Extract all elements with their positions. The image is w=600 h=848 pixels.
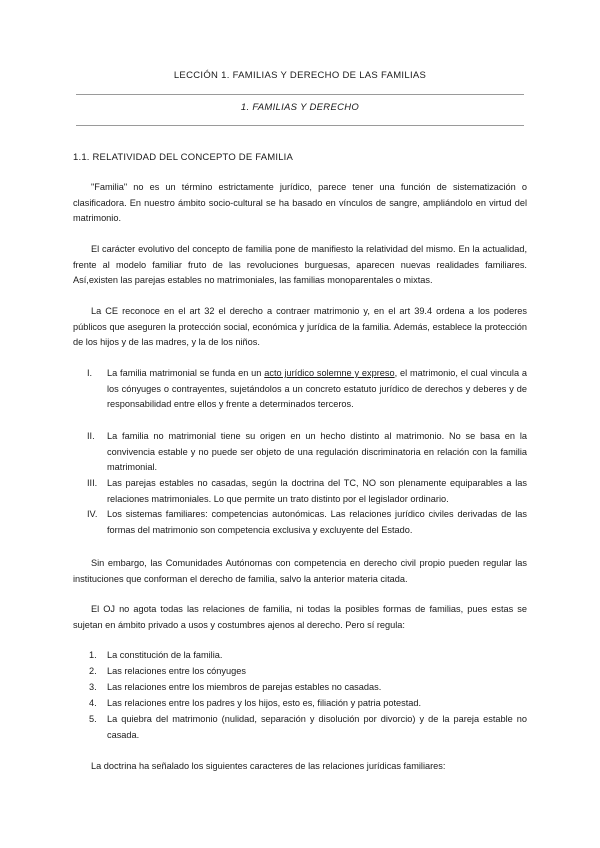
- list-item-text: Las relaciones entre los cónyuges: [107, 666, 246, 676]
- list-marker: III.: [87, 478, 98, 488]
- list-marker: 3.: [89, 682, 97, 692]
- list-item-numbered-2: [73, 664, 527, 680]
- list-text-after: , el matrimonio, el cual vincula a los cónyuges o contrayentes, sujetándolos a un concreto estatuto jurídico de derechos y deberes y de responsabilidad entre ellos y frente a determinados terceros.: [107, 368, 528, 409]
- paragraph-doctrina: La doctrina ha señalado los siguientes caracteres de las relaciones jurídicas familiares:: [91, 761, 446, 771]
- list-marker: 5.: [89, 714, 97, 724]
- list-item-text: La familia no matrimonial tiene su origen en un hecho distinto al matrimonio. No se basa en la convivencia estable y no puede ser objeto de una regulación discriminatoria en relación con la familia matrimonial.: [107, 431, 527, 472]
- list-item-text: [107, 366, 527, 413]
- list-item-numbered-5: [73, 712, 527, 743]
- underlined-term: acto jurídico solemne y expreso: [264, 368, 395, 378]
- list-item-text: Las relaciones entre los miembros de parejas estables no casadas.: [107, 682, 382, 692]
- section-title: 1.1. RELATIVIDAD DEL CONCEPTO DE FAMILIA: [73, 152, 294, 163]
- list-marker: I.: [87, 368, 93, 378]
- paragraph-oj: El OJ no agota todas las relaciones de familia, ni todas la posibles formas de familias, pues estas se sujetan en ámbito privado a usos y costumbres ajenos al derecho. Pero sí regula:: [73, 604, 527, 630]
- list-item-roman-4: [73, 507, 527, 538]
- list-marker: 4.: [89, 698, 97, 708]
- list-item-text: La constitución de la familia.: [107, 650, 223, 660]
- list-marker: 1.: [89, 650, 97, 660]
- chapter-subtitle: 1. FAMILIAS Y DERECHO: [240, 102, 360, 113]
- list-item-roman-2: [73, 429, 527, 476]
- paragraph-evolutivo: El carácter evolutivo del concepto de familia pone de manifiesto la relatividad del mismo. En la actualidad, frente al modelo familiar fruto de las revoluciones burguesas, aparecen nuevas realidades familiares. Así,existen las parejas estables no matrimoniales, las familias monoparentales o mixtas.: [73, 244, 527, 285]
- top-rule: [76, 94, 524, 95]
- paragraph-familia: "Familia" no es un término estrictamente jurídico, parece tener una función de sistematización o clasificadora. En nuestro ámbito socio-cultural se ha basado en vínculos de sangre, ampliándolo en virtud del matrimonio.: [73, 182, 527, 223]
- paragraph-ccaa: Sin embargo, las Comunidades Autónomas con competencia en derecho civil propio pueden regular las instituciones que conforman el derecho de familia, salvo la anterior materia citada.: [73, 558, 527, 584]
- list-marker: IV.: [87, 509, 98, 519]
- list-item-text: Las relaciones entre los padres y los hijos, esto es, filiación y patria potestad.: [107, 698, 422, 708]
- list-item-text: La quiebra del matrimonio (nulidad, separación y disolución por divorcio) y de la pareja estable no casada.: [107, 714, 527, 740]
- lesson-title: LECCIÓN 1. FAMILIAS Y DERECHO DE LAS FAMILIAS: [173, 70, 427, 81]
- list-item-text: Los sistemas familiares: competencias autonómicas. Las relaciones jurídico civiles derivadas de las formas del matrimonio son competencia exclusiva y excluyente del Estado.: [107, 509, 527, 535]
- list-item-numbered-3: [73, 680, 527, 696]
- list-item-text: Las parejas estables no casadas, según la doctrina del TC, NO son plenamente equiparables a las relaciones matrimoniales. Lo que permite un trato distinto por el legislador ordinario.: [107, 478, 527, 504]
- list-marker: II.: [87, 431, 95, 441]
- paragraph-ce: La CE reconoce en el art 32 el derecho a contraer matrimonio y, en el art 39.4 ordena a los poderes públicos que aseguren la protección social, económica y jurídica de la familia. Además, establece la protección de los hijos y de las madres, y la de los niños.: [73, 306, 527, 347]
- bottom-rule: [76, 125, 524, 126]
- list-item-roman-3: [73, 476, 527, 507]
- list-marker: 2.: [89, 666, 97, 676]
- list-item-roman-1: [73, 366, 527, 413]
- list-item-numbered-1: [73, 648, 527, 664]
- list-item-numbered-4: [73, 696, 527, 712]
- list-text-before: La familia matrimonial se funda en un: [107, 368, 265, 378]
